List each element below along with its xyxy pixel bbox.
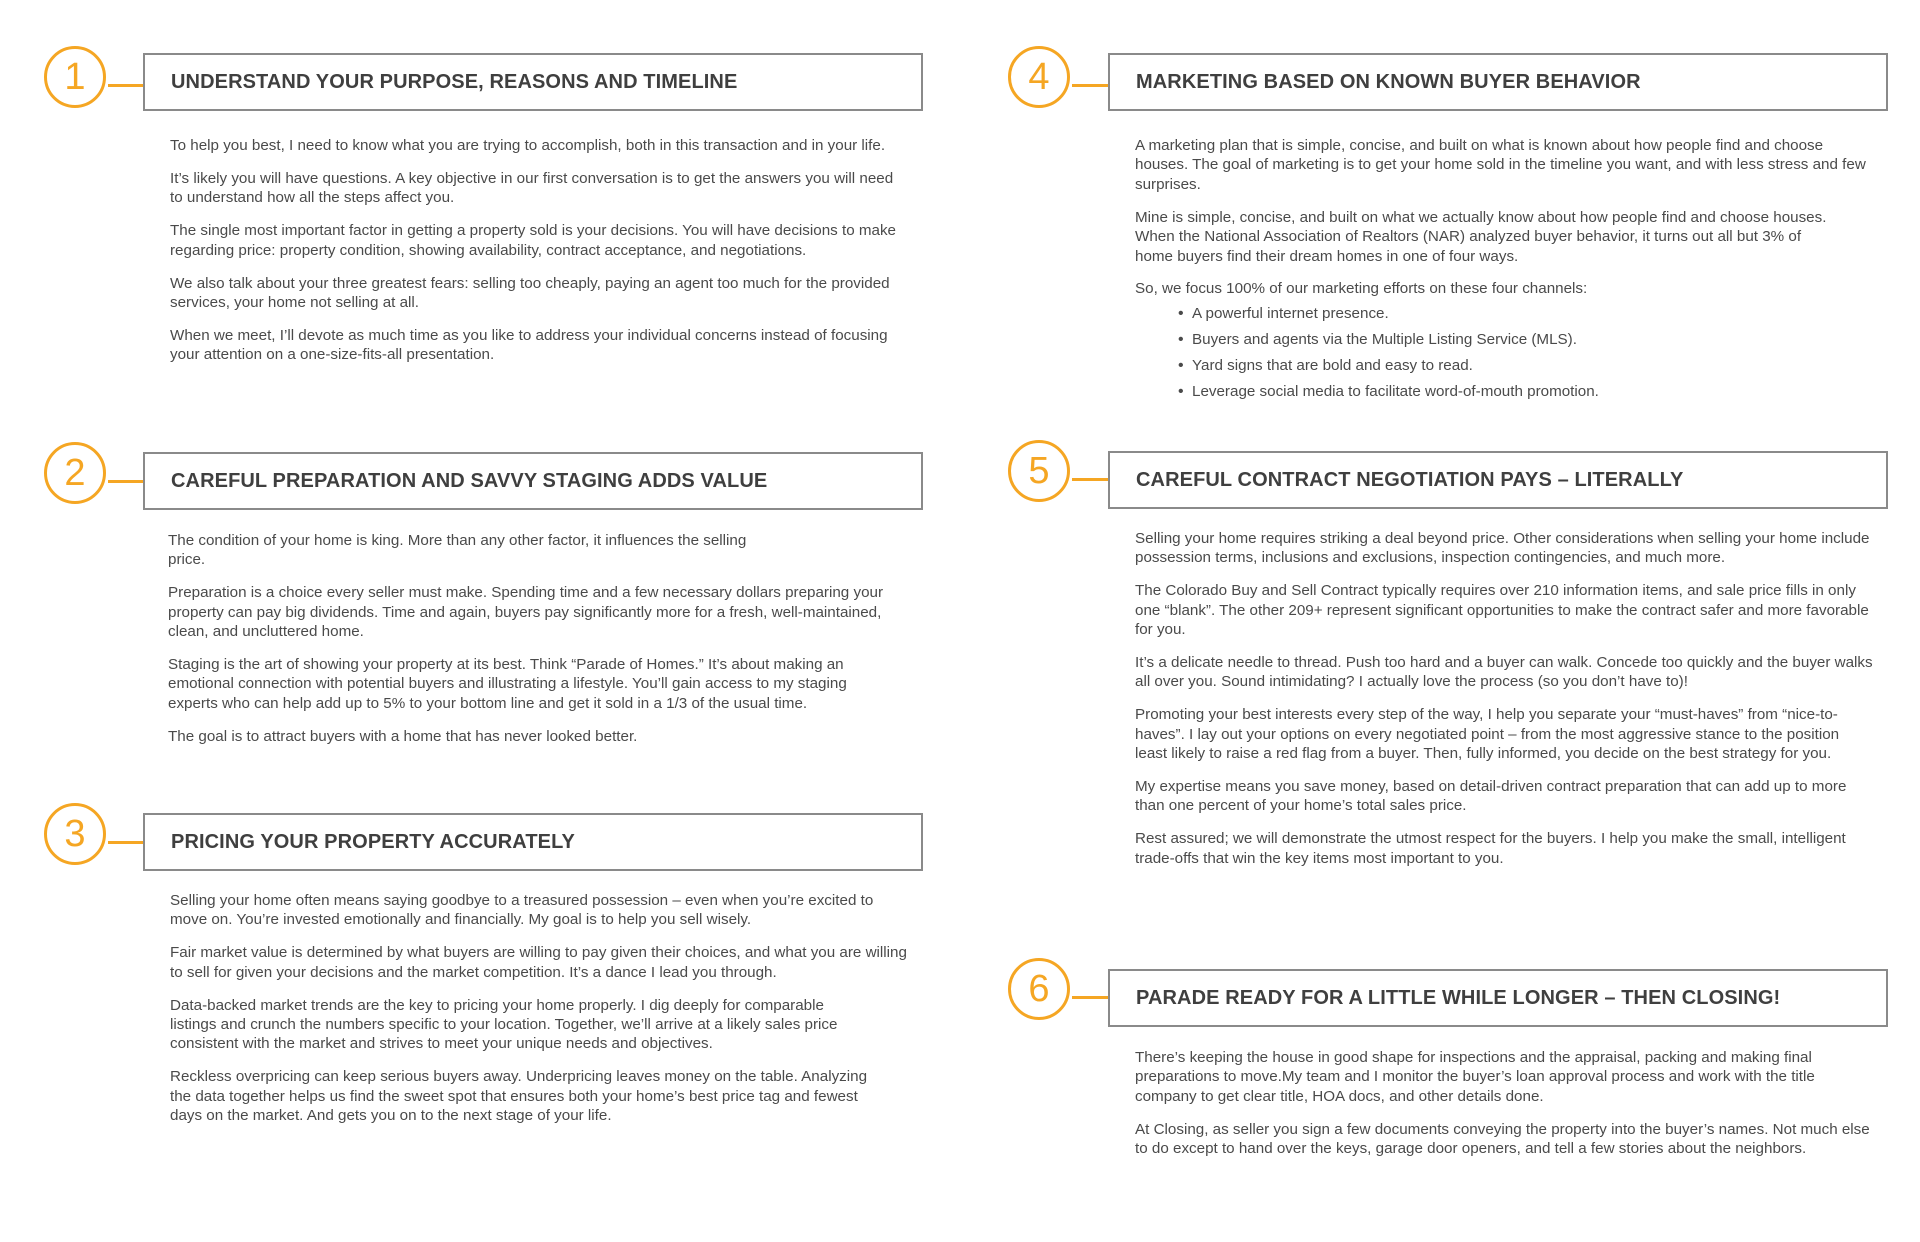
connector-line bbox=[1072, 478, 1108, 481]
paragraph: Selling your home often means saying goodbye to a treasured possession – even when you’re excited to move on. You’re invested emotionally and financially. My goal is to help you sell wisely. bbox=[170, 892, 874, 929]
section-body bbox=[1135, 136, 1875, 408]
paragraph: At Closing, as seller you sign a few documents conveying the property into the buyer’s names. Not much else to do except to hand over the keys, garage door openers, and tell a few stories about the neighbors. bbox=[1135, 1120, 1870, 1158]
paragraph: Data-backed market trends are the key to pricing your home properly. I dig deeply for comparable listings and crunch the numbers specific to your location. Together, we’ll arrive at a likely sales price consistent with the market and strives to meet your unique needs and objectives. bbox=[170, 996, 838, 1053]
paragraph: There’s keeping the house in good shape for inspections and the appraisal, packing and making final preparations to move.My team and I monitor the buyer’s loan approval process and work with the title company to get clear title, HOA docs, and other details done. bbox=[1135, 1049, 1815, 1105]
section-title: PARADE READY FOR A LITTLE WHILE LONGER – THEN CLOSING! bbox=[1108, 969, 1888, 1027]
marketing-channels-list bbox=[1135, 304, 1875, 401]
section-body bbox=[1135, 529, 1880, 882]
paragraph: A marketing plan that is simple, concise, and built on what is known about how people find and choose houses. The goal of marketing is to get your home sold in the timeline you want, and with less stress and few surprises. bbox=[1135, 137, 1866, 193]
section-body bbox=[170, 891, 910, 1139]
connector-line bbox=[108, 84, 144, 87]
paragraph: Fair market value is determined by what buyers are willing to pay given their choices, and what you are willing to sell for given your decisions and the market competition. It’s a dance I lead you through. bbox=[170, 944, 907, 981]
section-body bbox=[1135, 1048, 1880, 1172]
section-title: UNDERSTAND YOUR PURPOSE, REASONS AND TIMELINE bbox=[143, 53, 923, 111]
step-number-badge: 6 bbox=[1008, 958, 1070, 1020]
paragraph: Rest assured; we will demonstrate the utmost respect for the buyers. I help you make the small, intelligent trade-offs that win the key items most important to you. bbox=[1135, 830, 1846, 867]
paragraph: Promoting your best interests every step of the way, I help you separate your “must-haves” from “nice-to-haves”. I lay out your options on every negotiated point – from the most aggressive stance to the position least likely to raise a red flag from a buyer. Then, fully informed, you decide on the best strategy for you. bbox=[1135, 706, 1840, 763]
paragraph: Staging is the art of showing your property at its best. Think “Parade of Homes.” It’s about making an emotional connection with potential buyers and illustrating a lifestyle. You’ll gain access to my staging experts who can help add up to 5% to your bottom line and get it sold in a 1/3 of the usual time. bbox=[168, 656, 847, 712]
step-number-badge: 5 bbox=[1008, 440, 1070, 502]
section-title: CAREFUL PREPARATION AND SAVVY STAGING ADDS VALUE bbox=[143, 452, 923, 510]
step-number-badge: 4 bbox=[1008, 46, 1070, 108]
paragraph: The single most important factor in getting a property sold is your decisions. You will have decisions to make regarding price: property condition, showing availability, contract acceptance, and negotiations. bbox=[170, 222, 896, 259]
paragraph: The Colorado Buy and Sell Contract typically requires over 210 information items, and sale price fills in only one “blank”. The other 209+ represent significant opportunities to make the contract safer and more favorable for you. bbox=[1135, 582, 1869, 639]
section-body bbox=[168, 531, 888, 760]
connector-line bbox=[1072, 996, 1108, 999]
step-number-badge: 3 bbox=[44, 803, 106, 865]
list-item: • A powerful internet presence. bbox=[1192, 304, 1875, 323]
paragraph: The goal is to attract buyers with a home that has never looked better. bbox=[168, 727, 638, 745]
section-title: CAREFUL CONTRACT NEGOTIATION PAYS – LITERALLY bbox=[1108, 451, 1888, 509]
step-number-badge: 2 bbox=[44, 442, 106, 504]
step-number-badge: 1 bbox=[44, 46, 106, 108]
paragraph: Preparation is a choice every seller must make. Spending time and a few necessary dollars preparing your property can pay big dividends. Time and again, buyers pay significantly more for a fresh, well-maintained, clean, and uncluttered home. bbox=[168, 584, 884, 641]
connector-line bbox=[108, 480, 144, 483]
list-item: • Leverage social media to facilitate word-of-mouth promotion. bbox=[1192, 382, 1875, 401]
section-title: MARKETING BASED ON KNOWN BUYER BEHAVIOR bbox=[1108, 53, 1888, 111]
paragraph: Reckless overpricing can keep serious buyers away. Underpricing leaves money on the table. Analyzing the data together helps us find the sweet spot that ensures both your home’s best price tag and fewest days on the market. And gets you on to the next stage of your life. bbox=[170, 1068, 868, 1125]
paragraph: The condition of your home is king. More than any other factor, it influences the selling price. bbox=[168, 532, 747, 569]
paragraph: My expertise means you save money, based on detail-driven contract preparation that can add up to more than one percent of your home’s total sales price. bbox=[1135, 778, 1847, 815]
paragraph: It’s a delicate needle to thread. Push too hard and a buyer can walk. Concede too quickly and the buyer walks all over you. Sound intimidating? I actually love the process (so you don’t have to)! bbox=[1135, 654, 1873, 691]
paragraph: To help you best, I need to know what you are trying to accomplish, both in this transaction and in your life. bbox=[170, 137, 886, 154]
section-title: PRICING YOUR PROPERTY ACCURATELY bbox=[143, 813, 923, 871]
paragraph: We also talk about your three greatest fears: selling too cheaply, paying an agent too much for the provided services, your home not selling at all. bbox=[170, 274, 890, 311]
paragraph: When we meet, I’ll devote as much time as you like to address your individual concerns instead of focusing your attention on a one-size-fits-all presentation. bbox=[170, 326, 888, 364]
paragraph: So, we focus 100% of our marketing efforts on these four channels: bbox=[1135, 280, 1588, 298]
connector-line bbox=[1072, 84, 1108, 87]
list-item: • Buyers and agents via the Multiple Listing Service (MLS). bbox=[1192, 330, 1875, 349]
paragraph: Selling your home requires striking a deal beyond price. Other considerations when selling your home include possession terms, inclusions and exclusions, inspection contingencies, and much more. bbox=[1135, 530, 1870, 567]
section-body bbox=[170, 136, 910, 378]
paragraph: It’s likely you will have questions. A key objective in our first conversation is to get the answers you will need to understand how all the steps affect you. bbox=[170, 169, 894, 207]
list-item: • Yard signs that are bold and easy to read. bbox=[1192, 356, 1875, 375]
connector-line bbox=[108, 841, 144, 844]
paragraph: Mine is simple, concise, and built on what we actually know about how people find and choose houses. When the National Association of Realtors (NAR) analyzed buyer behavior, it turns out all but 3% of home buyers find their dream homes in one of four ways. bbox=[1135, 208, 1827, 265]
